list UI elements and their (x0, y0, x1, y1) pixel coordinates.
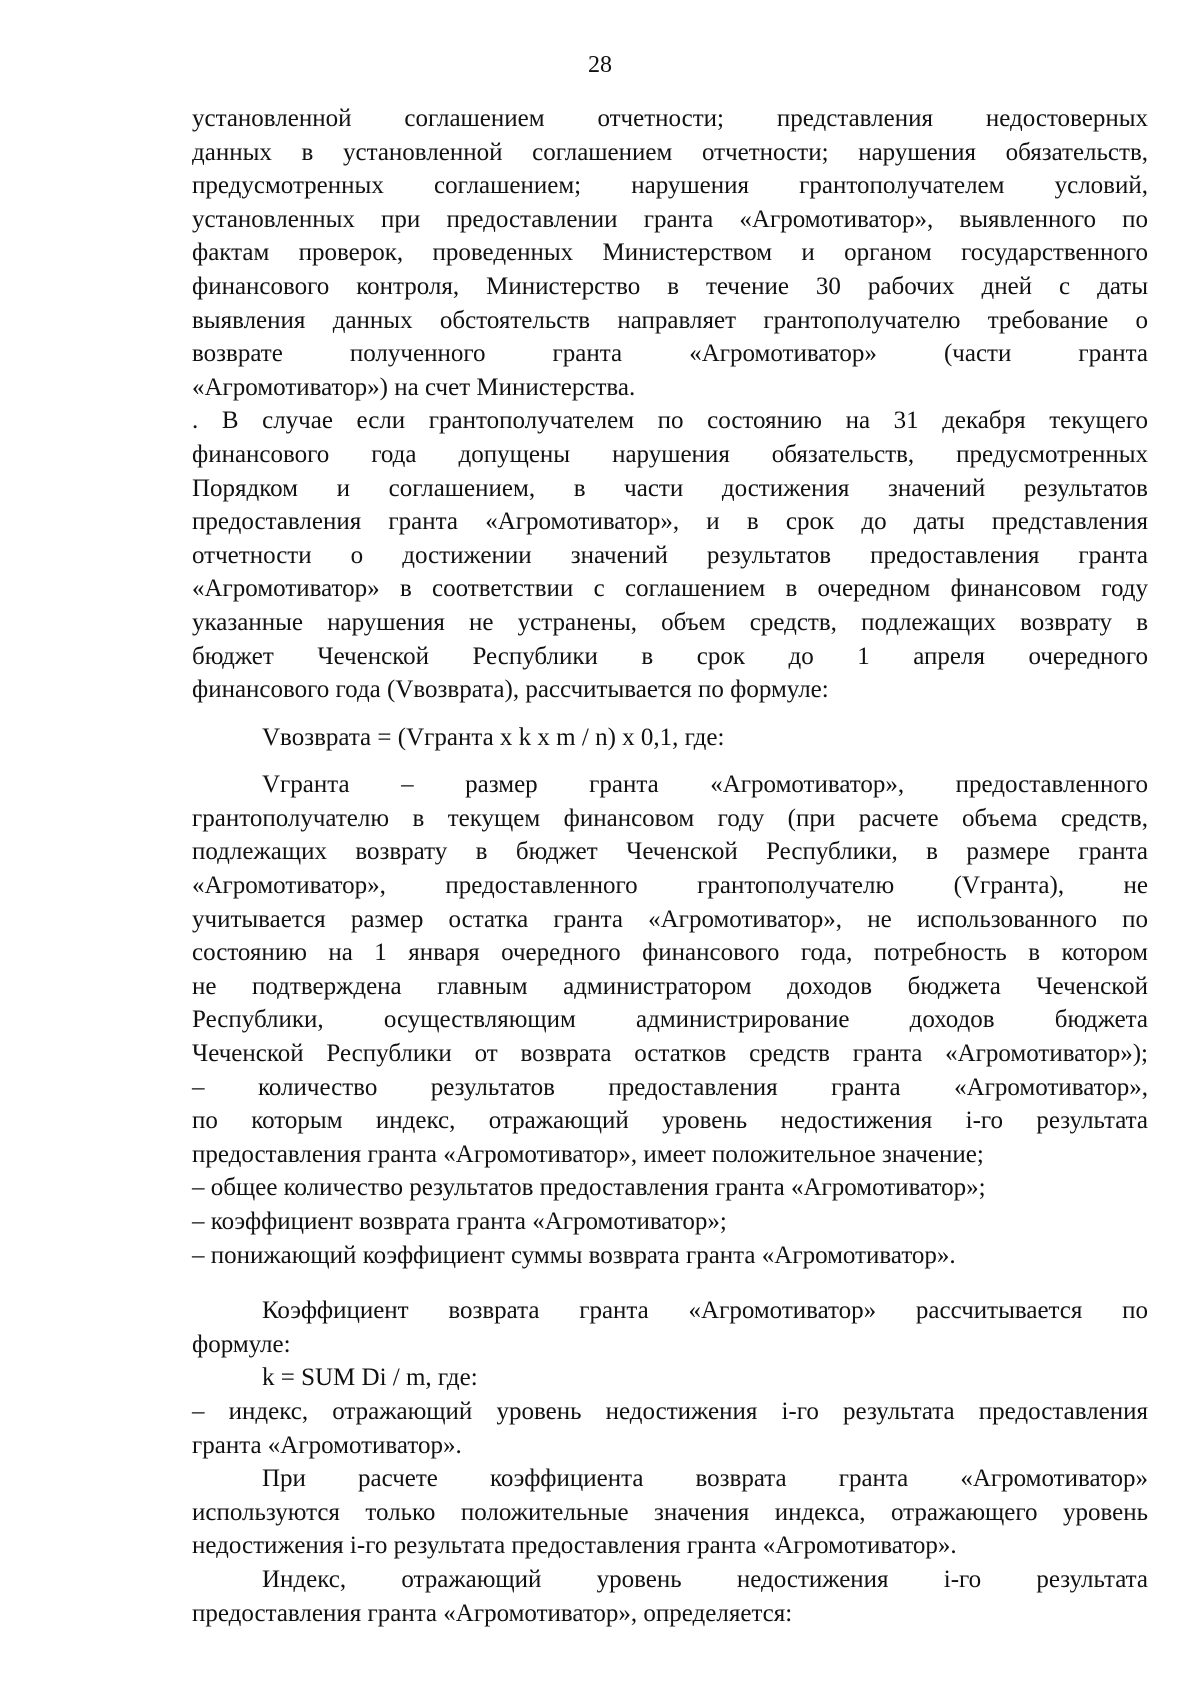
text-line: грантополучателю в текущем финансовом году (при расчете объема средств, (192, 804, 1148, 832)
text-line: состоянию на 1 января очередного финансового года, потребность в котором (192, 939, 1148, 967)
text-line: Чеченской Республики от возврата остатков средств гранта «Агромотиватор»); (192, 1040, 1148, 1068)
text-line: предоставления гранта «Агромотиватор», и в срок до даты представления (192, 508, 1148, 536)
text-line: «Агромотиватор», предоставленного грантополучателю (Vгранта), не (192, 872, 1148, 900)
text-line: Индекс, отражающий уровень недостижения i-го результата (262, 1565, 1148, 1593)
text-line: не подтверждена главным администратором доходов бюджета Чеченской (192, 972, 1148, 1000)
text-line: При расчете коэффициента возврата гранта «Агромотиватор» (262, 1465, 1148, 1493)
text-line: Vгранта – размер гранта «Агромотиватор», предоставленного (262, 771, 1148, 799)
document-body (192, 102, 1148, 1630)
text-line: Республики, осуществляющим администрирование доходов бюджета (192, 1006, 1148, 1034)
paragraph-gap (192, 1272, 1148, 1294)
paragraph-gap (192, 707, 1148, 721)
text-line: финансового контроля, Министерство в течение 30 рабочих дней с даты (192, 272, 1148, 300)
text-line: k = SUM Di / m, где: (262, 1364, 478, 1392)
text-line: Коэффициент возврата гранта «Агромотиватор» рассчитывается по (262, 1297, 1148, 1325)
text-line: – понижающий коэффициент суммы возврата гранта «Агромотиватор». (192, 1241, 956, 1269)
text-line: данных в установленной соглашением отчетности; нарушения обязательств, (192, 138, 1148, 166)
text-line: предусмотренных соглашением; нарушения грантополучателем условий, (192, 172, 1148, 200)
paragraph-gap (192, 754, 1148, 768)
text-line: «Агромотиватор» в соответствии с соглашением в очередном финансовом году (192, 575, 1148, 603)
text-line: финансового года (Vвозврата), рассчитывается по формуле: (192, 676, 829, 704)
text-line: установленных при предоставлении гранта «Агромотиватор», выявленного по (192, 205, 1148, 233)
text-line: – коэффициент возврата гранта «Агромотиватор»; (192, 1208, 727, 1235)
text-line: Порядком и соглашением, в части достижения значений результатов (192, 474, 1148, 502)
text-line: фактам проверок, проведенных Министерством и органом государственного (192, 239, 1148, 267)
text-line: предоставления гранта «Агромотиватор», имеет положительное значение; (192, 1140, 984, 1168)
text-line: указанные нарушения не устранены, объем средств, подлежащих возврату в (192, 608, 1148, 636)
page-number: 28 (588, 52, 612, 78)
text-line: финансового года допущены нарушения обязательств, предусмотренных (192, 440, 1148, 468)
text-line: «Агромотиватор») на счет Министерства. (192, 373, 636, 401)
text-line: возврате полученного гранта «Агромотиватор» (части гранта (192, 340, 1148, 368)
text-line: отчетности о достижении значений результатов предоставления гранта (192, 541, 1148, 569)
text-line: учитывается размер остатка гранта «Агромотиватор», не использованного по (192, 905, 1148, 933)
text-line: . В случае если грантополучателем по состоянию на 31 декабря текущего (192, 407, 1148, 435)
text-line: выявления данных обстоятельств направляет грантополучателю требование о (192, 306, 1148, 334)
text-line: формуле: (192, 1330, 291, 1358)
text-line: установленной соглашением отчетности; представления недостоверных (192, 105, 1148, 132)
text-line: – количество результатов предоставления гранта «Агромотиватор», (192, 1073, 1148, 1101)
text-line: Vвозврата = (Vгранта x k x m / n) x 0,1, где: (262, 723, 725, 751)
text-line: бюджет Чеченской Республики в срок до 1 апреля очередного (192, 642, 1148, 670)
text-line: недостижения i-го результата предоставления гранта «Агромотиватор». (192, 1532, 957, 1560)
text-line: предоставления гранта «Агромотиватор», определяется: (192, 1599, 793, 1627)
text-line: используются только положительные значения индекса, отражающего уровень (192, 1498, 1148, 1526)
text-line: – индекс, отражающий уровень недостижения i-го результата предоставления (192, 1397, 1148, 1425)
text-line: по которым индекс, отражающий уровень недостижения i-го результата (192, 1107, 1148, 1135)
text-line: подлежащих возврату в бюджет Чеченской Республики, в размере гранта (192, 838, 1148, 866)
text-line: гранта «Агромотиватор». (192, 1431, 462, 1459)
text-line: – общее количество результатов предоставления гранта «Агромотиватор»; (192, 1174, 986, 1202)
